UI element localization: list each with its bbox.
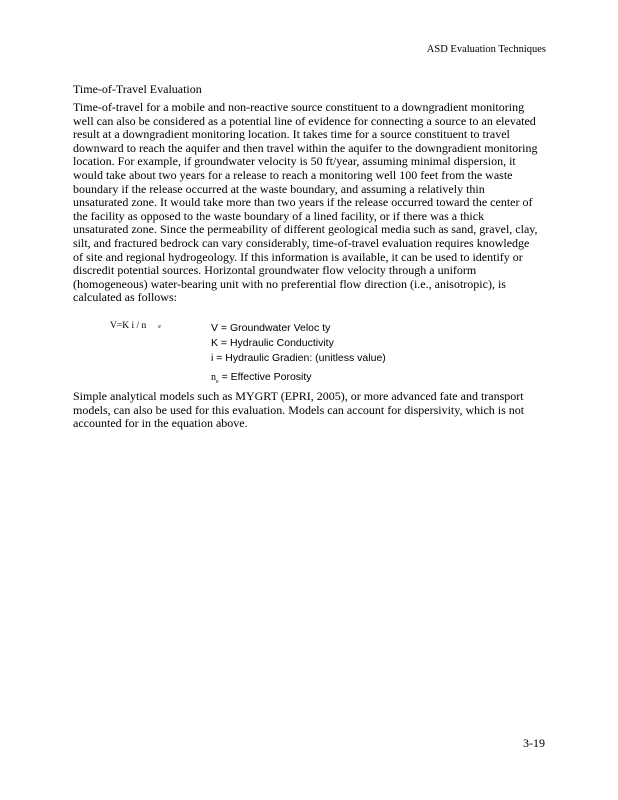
paragraph-line: accounted for in the equation above. [73, 416, 248, 431]
velocity-equation [110, 321, 161, 331]
equation-subscript: e [158, 324, 161, 330]
paragraph-line: would take about two years for a release to reach a monitoring well 100 feet from the waste [73, 167, 513, 182]
page-number: 3-19 [523, 736, 545, 750]
section-title: Time-of-Travel Evaluation [73, 82, 202, 96]
definition-porosity [211, 371, 312, 385]
paragraph-line: discredit potential sources. Horizontal groundwater flow velocity through a uniform [73, 263, 477, 278]
definition-velocity: V = Groundwater Veloc ty [211, 322, 331, 334]
paragraph-line: boundary if the release occurred at the waste boundary, and assuming a relatively thin [73, 181, 485, 196]
equation-formula: V=K i / n [110, 321, 147, 331]
paragraph-line: unsaturated zone. It would take more than two years if the release occurred toward the center of [73, 195, 533, 210]
paragraph-line: of site and regional hydrogeology. If this information is available, it can be used to identify or [73, 249, 523, 264]
body-paragraph-2 [73, 390, 545, 431]
paragraph-line: (homogeneous) water-bearing unit with no preferential flow direction (i.e., anisotropic), is [73, 276, 506, 291]
body-paragraph-1 [73, 101, 545, 305]
paragraph-line: silt, and fractured bedrock can vary considerably, time-of-travel evaluation requires knowledge [73, 235, 530, 250]
paragraph-line: the facility as opposed to the waste boundary of a lined facility, or if there was a thick [73, 208, 485, 223]
running-header: ASD Evaluation Techniques [426, 44, 546, 55]
paragraph-line: models, can also be used for this evaluation. Models can account for dispersivity, which is not [73, 402, 525, 417]
paragraph-line: result at a downgradient monitoring location. It takes time for a source constituent to travel [73, 127, 510, 142]
paragraph-line: location. For example, if groundwater velocity is 50 ft/year, assuming minimal dispersion, it [73, 154, 516, 169]
porosity-definition-text: = Effective Porosity [218, 371, 312, 383]
paragraph-line: Simple analytical models such as MYGRT (EPRI, 2005), or more advanced fate and transport [73, 389, 524, 403]
paragraph-line: downward to reach the aquifer and then travel within the aquifer to the downgradient monitoring [73, 140, 538, 155]
paragraph-line: well can also be considered as a potential line of evidence for connecting a source to an elevated [73, 113, 536, 128]
porosity-symbol: $n_e$ [211, 372, 219, 385]
paragraph-line: calculated as follows: [73, 290, 177, 305]
definition-gradient: i = Hydraulic Gradien: (unitless value) [211, 352, 386, 364]
paragraph-line: Time-of-travel for a mobile and non-reactive source constituent to a downgradient monitoring [73, 100, 525, 114]
paragraph-line: unsaturated zone. Since the permeability of different geological media such as sand, gravel, clay, [73, 222, 538, 237]
definition-conductivity: K = Hydraulic Conductivity [211, 337, 334, 349]
